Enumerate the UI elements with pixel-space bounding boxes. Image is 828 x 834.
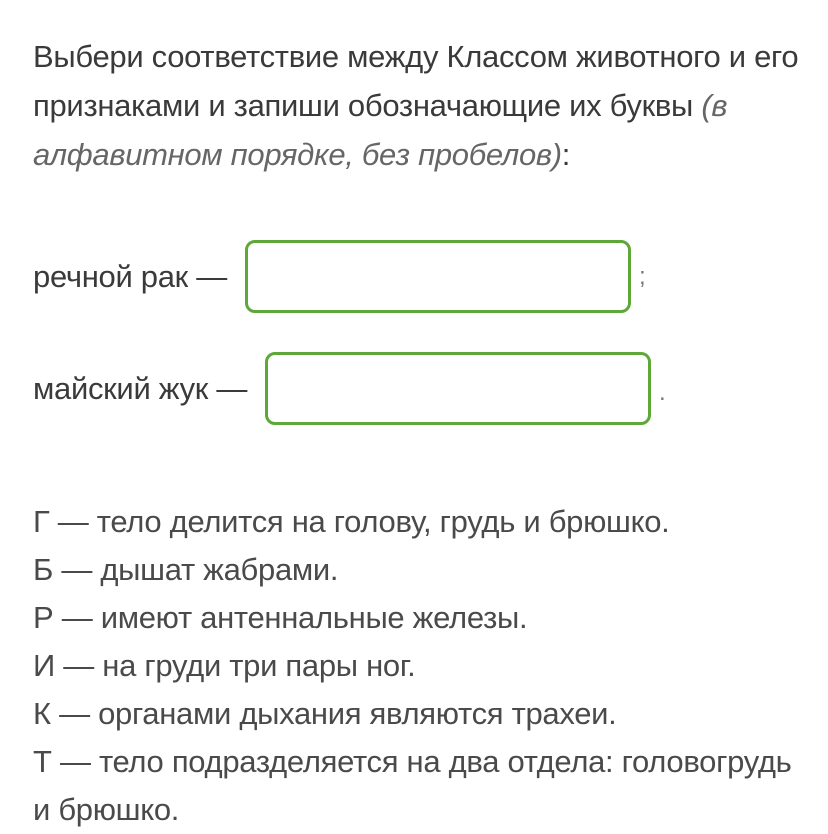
answer-punctuation-period: .	[659, 378, 666, 406]
option-t: Т — тело подразделяется на два отдела: головогрудь и брюшко.	[33, 744, 792, 827]
question-hint: (в алфавитном порядке, без пробелов)	[33, 88, 728, 172]
question-text	[33, 32, 803, 179]
answer-row-cockchafer	[33, 352, 665, 425]
options-list	[33, 498, 803, 834]
option-g: Г — тело делится на голову, грудь и брюшко.	[33, 504, 670, 539]
question-main: Выбери соответствие между Классом животного и его признаками и запиши обозначающие их буквы	[33, 39, 799, 123]
answer-input-crayfish[interactable]	[245, 240, 631, 313]
option-k: К — органами дыхания являются трахеи.	[33, 696, 617, 731]
answer-row-crayfish	[33, 240, 645, 313]
option-r: Р — имеют антеннальные железы.	[33, 600, 528, 635]
question-suffix: :	[561, 137, 571, 172]
option-i: И — на груди три пары ног.	[33, 648, 416, 683]
option-b: Б — дышат жабрами.	[33, 552, 339, 587]
answer-label-crayfish: речной рак —	[33, 258, 227, 294]
answer-label-cockchafer: майский жук —	[33, 370, 248, 406]
answer-punctuation-semicolon: ;	[638, 262, 646, 290]
answer-input-cockchafer[interactable]	[265, 352, 651, 425]
